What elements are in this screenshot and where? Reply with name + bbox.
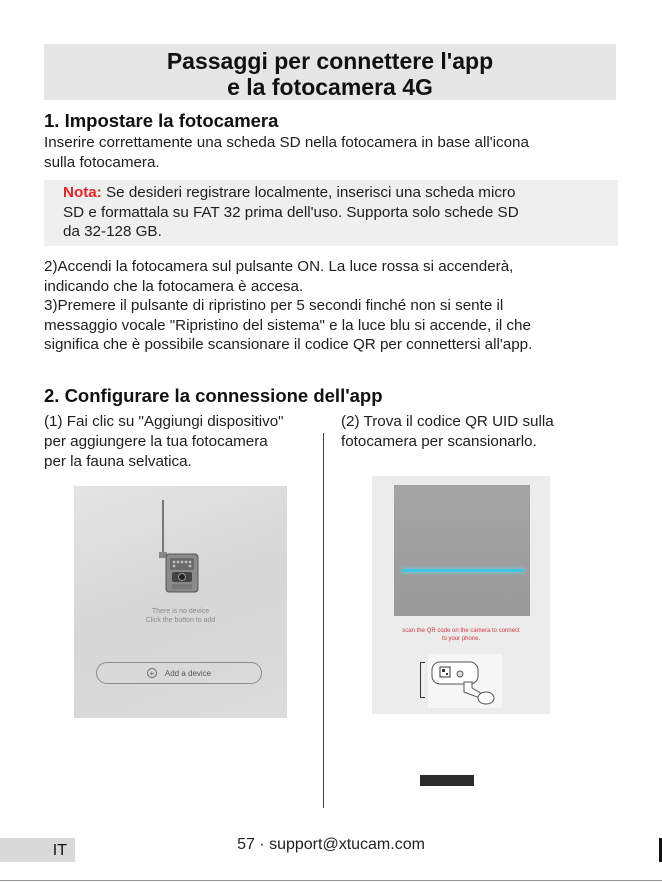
bracket-mark: [420, 662, 425, 698]
section1-heading: 1. Impostare la fotocamera: [44, 110, 279, 131]
section1-steps: [44, 257, 619, 355]
note-line-3: da 32-128 GB.: [63, 223, 162, 241]
intro-line-2: sulla fotocamera.: [44, 153, 160, 171]
bullet-camera-icon: [428, 654, 502, 708]
scan-hint-line-2: to your phone.: [441, 636, 481, 642]
left-line-2: per aggiungere la tua fotocamera: [44, 433, 268, 450]
note-label: Nota:: [63, 184, 102, 201]
note-line-1: [63, 183, 608, 203]
column-divider: [323, 433, 324, 808]
add-device-button[interactable]: [96, 662, 262, 684]
step2-line-2: indicando che la fotocamera è accesa.: [44, 277, 304, 295]
note-box: [44, 180, 618, 246]
page-title-line1: Passaggi per connettere l'app: [166, 48, 494, 74]
left-line-1: (1) Fai clic su "Aggiungi dispositivo": [44, 413, 284, 430]
language-tab: IT: [0, 838, 75, 862]
section1-intro: [44, 133, 619, 172]
scan-hint-line-1: scan the QR code on the camera to connect: [402, 628, 520, 634]
right-instruction: [341, 412, 554, 452]
app-screenshot-add-device: [74, 486, 287, 718]
note-line-2: SD e formattala su FAT 32 prima dell'uso. Supporta solo schede SD: [63, 203, 519, 221]
redaction-bar: [420, 775, 474, 786]
empty-state-line-1: There is no device: [151, 608, 210, 615]
scan-line: [402, 569, 524, 572]
note-text-1: Se desideri registrare localmente, inserisci una scheda micro: [101, 184, 516, 201]
intro-line-1: Inserire correttamente una scheda SD nella fotocamera in base all'icona: [44, 134, 529, 151]
page-title: [44, 44, 616, 100]
app-screenshot-qr-scan: [372, 476, 550, 714]
right-line-1: (2) Trova il codice QR UID sulla: [341, 413, 554, 430]
right-line-2: fotocamera per scansionarlo.: [341, 433, 537, 450]
qr-scan-viewfinder: [394, 485, 530, 616]
empty-state-line-2: Click the button to add: [145, 617, 216, 624]
left-instruction: [44, 412, 284, 472]
step3-line-2: messaggio vocale "Ripristino del sistema" e la luce blu si accende, il che: [44, 316, 531, 334]
camera-illustration: [428, 654, 502, 708]
section2-heading: 2. Configurare la connessione dell'app: [44, 385, 383, 406]
page-footer: 57 · support@xtucam.com: [237, 836, 425, 853]
bottom-rule: [0, 880, 662, 881]
add-device-label: Add a device: [164, 668, 212, 678]
step2-line-1: 2)Accendi la fotocamera sul pulsante ON. La luce rossa si accenderà,: [44, 258, 514, 275]
step3-line-3: significa che è possibile scansionare il codice QR per connettersi all'app.: [44, 336, 533, 354]
page-title-line2: e la fotocamera 4G: [227, 74, 433, 100]
left-line-3: per la fauna selvatica.: [44, 453, 192, 470]
step3-line-1: 3)Premere il pulsante di ripristino per 5 secondi finché non si sente il: [44, 297, 504, 315]
plus-icon: +: [147, 668, 157, 678]
